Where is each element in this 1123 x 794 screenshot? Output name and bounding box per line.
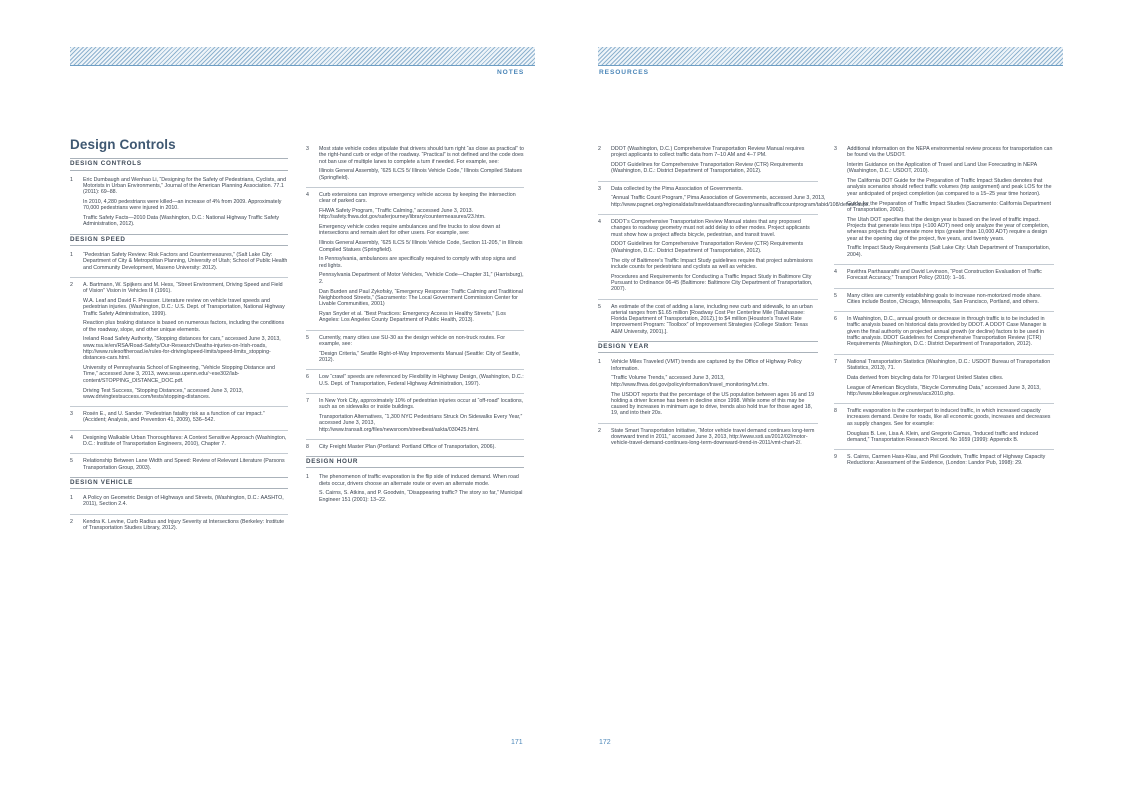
endnote bbox=[70, 277, 288, 400]
endnote-text: Reaction plus braking distance is based on numerous factors, including the conditions of the roadway, slope, and other unique elements. bbox=[83, 320, 285, 333]
endnote-text: League of American Bicyclists, “Bicycle Commuting Data,” accessed June 3, 2013, http://www.bikeleague.org/news/acs2010.php. bbox=[847, 384, 1041, 397]
endnote-text: State Smart Transportation Initiative, “Motor vehicle travel demand continues long-term downward trend in 2011,” accessed June 3, 2013, http://www.ssti.us/2012/02/motor-vehicle-travel-demand-continues-long-term-downward-trend-in-2011/vmt-chart-2/. bbox=[611, 427, 815, 447]
endnote-number: 1 bbox=[598, 359, 601, 366]
right-page-number: 172 bbox=[599, 739, 611, 746]
left-header-band bbox=[70, 47, 535, 66]
endnote-text: Guide for the Preparation of Traffic Impact Studies (Sacramento: California Department of Transportation, 2002). bbox=[847, 200, 1051, 213]
section-heading: DESIGN YEAR bbox=[598, 341, 818, 353]
endnote-text: Kendra K. Levine, Curb Radius and Injury Severity at Intersections (Berkeley: Institute of Transportation Studies Library, 2012). bbox=[83, 518, 285, 532]
endnote-number: 4 bbox=[598, 219, 601, 226]
endnote-number: 6 bbox=[306, 374, 309, 381]
endnote-number: 1 bbox=[306, 474, 309, 481]
endnote bbox=[598, 359, 818, 416]
endnote-text: The city of Baltimore’s Traffic Impact Study guidelines require that project submissions include counts for pedestrians and cyclists as well as vehicles. bbox=[611, 257, 813, 270]
endnote-number: 8 bbox=[306, 443, 309, 450]
endnote bbox=[70, 406, 288, 424]
endnote-text: DDOT Guidelines for Comprehensive Transportation Review (CTR) Requirements (Washington, D.C.: District Department of Transportation, 2012). bbox=[611, 162, 804, 175]
endnote-number: 2 bbox=[70, 281, 73, 288]
endnote-text: Most state vehicle codes stipulate that drivers should turn right “as close as practical” to the right-hand curb or edge of the roadway. “Practical” is not defined and the code does not ban use of multiple lanes to complete a turn if needed. For example, see: bbox=[319, 146, 524, 165]
section-heading: DESIGN VEHICLE bbox=[70, 477, 288, 489]
endnote-text: “Pedestrian Safety Review: Risk Factors and Countermeasures,” (Salt Lake City: Department of City & Metropolitan Planning, University of Utah; School of Public Health and Community Development, Maseno University: 2012). bbox=[83, 251, 288, 271]
endnote bbox=[70, 495, 288, 508]
section-heading: DESIGN CONTROLS bbox=[70, 158, 288, 170]
endnote-text: Transportation Alternatives, “1,300 NYC Pedestrians Struck On Sidewalks Every Year,” accessed June 3, 2013, http://www.transalt.org/files/newsroom/streetbeat/askta/030425.html. bbox=[319, 413, 523, 433]
endnote-text: City Freight Master Plan (Portland: Portland Office of Transportation, 2006). bbox=[319, 443, 496, 450]
endnote-text: Designing Walkable Urban Thoroughfares: A Context Sensitive Approach (Washington, D.C.: Institute of Transportation Engineers, 2010), Chapter 7. bbox=[83, 434, 287, 447]
endnote-number: 3 bbox=[598, 185, 601, 192]
endnote-text: In 2010, 4,280 pedestrians were killed—an increase of 4% from 2009. Approximately 70,000 pedestrians were injured in 2010. bbox=[83, 198, 282, 212]
endnote-text: Driving Test Success, “Stopping Distances,” accessed June 3, 2013, www.drivingtestsuccess.com/tests/stopping-distances. bbox=[83, 387, 244, 400]
endnote bbox=[306, 439, 524, 450]
endnote bbox=[70, 514, 288, 532]
endnote-text: W.A. Leaf and David F. Preusser. Literature review on vehicle travel speeds and pedestrian injuries. (Washington, D.C.: U.S. Dept. of Transportation, National Highway Traffic Safety Administration, 1999). bbox=[83, 297, 285, 317]
section-heading: DESIGN HOUR bbox=[306, 456, 524, 468]
section-heading: DESIGN SPEED bbox=[70, 234, 288, 246]
notes-column-4 bbox=[834, 146, 1054, 473]
endnote-number: 4 bbox=[306, 191, 309, 198]
endnote-text: In Washington, D.C., annual growth or decrease in through traffic is to be included in traffic analysis based on historical data provided by DDOT. A DDOT Case Manager is given the final authority on projected annual growth (or decline) factors to be used in traffic analysis. DDOT Guidelines for Comprehensive Transportation Review (CTR) Requirements (Washington, D.C.: District Department of Transportation, 2012). bbox=[847, 316, 1047, 348]
endnote-number: 6 bbox=[834, 316, 837, 323]
endnote-text: Eric Dumbaugh and Wenhao Li, “Designing for the Safety of Pedestrians, Cyclists, and Motorists in Urban Environments,” Journal of the American Planning Association. 77.1 (2011): 69–88. bbox=[83, 176, 287, 196]
endnote-number: 2 bbox=[598, 427, 601, 434]
notes-column-1 bbox=[70, 137, 288, 537]
endnote-number: 7 bbox=[306, 397, 309, 404]
endnote-text: Additional information on the NEPA environmental review process for transportation can be found via the USDOT. bbox=[847, 146, 1053, 159]
endnote bbox=[306, 187, 524, 324]
endnote-text: Currently, many cities use SU-30 as the design vehicle on non-truck routes. For example, see: bbox=[319, 334, 505, 347]
endnote-text: The Utah DOT specifies that the design year is based on the level of traffic impact. Projects that generate less trips (<100 ADT) need only analyze the year of completion, whereas projects that generate more trips (greater than 10,000 ADT) require a design year at the opening day of the project, five years, and twenty years. bbox=[847, 216, 1050, 242]
endnote-number: 4 bbox=[834, 268, 837, 275]
endnote-number: 1 bbox=[70, 495, 73, 502]
notes-column-2 bbox=[306, 146, 524, 509]
page-title: Design Controls bbox=[70, 137, 176, 152]
endnote-text: DDOT (Washington, D.C.) Comprehensive Transportation Review Manual requires project applicants to collect traffic data from 7–10 AM and 4–7 PM. bbox=[611, 146, 805, 159]
endnote bbox=[834, 354, 1054, 397]
endnote bbox=[834, 311, 1054, 347]
endnote-text: Curb extensions can improve emergency vehicle access by keeping the intersection clear of parked cars. bbox=[319, 191, 516, 205]
endnote-text: “Traffic Volume Trends,” accessed June 3, 2013, http://www.fhwa.dot.gov/policyinformation/travel_monitoring/tvt.cfm. bbox=[611, 375, 769, 388]
endnote-text: Many cities are currently establishing goals to increase non-motorized mode share. Cities include Boston, Chicago, Minneapolis, San Francisco, Portland, and others. bbox=[847, 292, 1042, 305]
endnote-text: Interim Guidance on the Application of Travel and Land Use Forecasting in NEPA (Washington, D.C.: USDOT, 2010). bbox=[847, 162, 1037, 175]
endnote-text: DDOT’s Comprehensive Transportation Review Manual states that any proposed changes to roadway geometry must not add delay to other modes. Project applicants must show how a project affects bicycle, pedestrian, and transit travel. bbox=[611, 219, 810, 238]
endnote-text: Douglass B. Lee, Lisa A. Klein, and Gregorio Camus, “Induced traffic and induced demand,” Transportation Research Record. No 1659 (1999): Appendix B. bbox=[847, 430, 1039, 443]
endnote-text: DDOT Guidelines for Comprehensive Transportation Review (CTR) Requirements (Washington, D.C.: District Department of Transportation, 2012). bbox=[611, 241, 804, 254]
endnote bbox=[306, 369, 524, 387]
endnote bbox=[306, 393, 524, 433]
endnote-number: 5 bbox=[306, 334, 309, 341]
endnote-text: Dan Burden and Paul Zykofsky, “Emergency Response: Traffic Calming and Traditional Neighborhood Streets,” (Sacramento: The Local Government Commission Center for Livable Communities, 2001) bbox=[319, 288, 523, 308]
endnote bbox=[834, 449, 1054, 467]
left-running-head: NOTES bbox=[497, 69, 525, 76]
endnote-text: Ryan Snyder et al. “Best Practices: Emergency Access in Healthy Streets,” (Los Angeles: Los Angeles County Department of Public Health, 2013). bbox=[319, 310, 506, 324]
endnote bbox=[598, 299, 818, 335]
endnote-text: “Design Criteria,” Seattle Right-of-Way Improvements Manual (Seattle: City of Seattle, 2012). bbox=[319, 350, 521, 363]
endnote-text: The phenomenon of traffic evaporation is the flip side of induced demand. When road diets occur, drivers choose an alternate route or even an alternate mode. bbox=[319, 474, 519, 487]
endnote-number: 7 bbox=[834, 358, 837, 365]
endnote bbox=[834, 146, 1054, 258]
endnote-text: Relationship Between Lane Width and Speed: Review of Relevant Literature (Parsons Transportation Group, 2003). bbox=[83, 458, 285, 471]
endnote-text: A Policy on Geometric Design of Highways and Streets, (Washington, D.C.: AASHTO, 2011), Section 2.4. bbox=[83, 495, 284, 508]
endnote-text: “Annual Traffic Count Program,” Pima Association of Governments, accessed June 3, 2013, http://www.pagnet.org/regionaldata/traveldataandforecasting/annualtrafficcountprogram/tabid/108/default.aspx. bbox=[611, 195, 871, 208]
endnote-number: 5 bbox=[598, 303, 601, 310]
endnote bbox=[306, 474, 524, 503]
endnote-text: The USDOT reports that the percentage of the US population between ages 16 and 19 holding a driver license has been in decline since 1998. While some of this may be caused by increases in minimum age to drive, trends also hold true for those aged 18, 19, and into their 20s. bbox=[611, 391, 815, 417]
endnote-text: The California DOT Guide for the Preparation of Traffic Impact Studies denotes that analysis scenarios should reflect traffic volumes (trip assignment) and peak LOS for the year anticipated of project completion (as compared to a 15–25 year time horizon). bbox=[847, 178, 1052, 197]
endnote-text: An estimate of the cost of adding a lane, including new curb and sidewalk, to an urban arterial ranges from $1.65 million [Roadway Cost Per Centerline Mile (Tallahassee: Florida Department of Transportation, 2012).] to $4 million [Houston’s Travel Rate Improvement Program: “Toolbox” of Improvement Strategies (College Station: Texas A&M University, 2001).]. bbox=[611, 303, 813, 335]
endnote bbox=[598, 181, 871, 208]
endnote bbox=[834, 288, 1054, 306]
endnote-number: 2 bbox=[598, 146, 601, 152]
right-running-head: RESOURCES bbox=[599, 69, 649, 76]
endnote-text: Illinois General Assembly, “625 ILCS 5/ Illinois Vehicle Code, Section 11-205,” in Illinois Compiled Statues (Springfield). bbox=[319, 240, 523, 253]
endnote-number: 9 bbox=[834, 454, 837, 461]
endnote-number: 3 bbox=[70, 411, 73, 418]
endnote-text: In New York City, approximately 10% of pedestrian injuries occur at “off-road” locations, such as on sidewalks or inside buildings. bbox=[319, 397, 524, 411]
endnote-text: National Transportation Statistics (Washington, D.C.: USDOT Bureau of Transportation Statistics, 2013), 71. bbox=[847, 358, 1051, 371]
endnote-text: Low “crawl” speeds are referenced by Flexibility in Highway Design, (Washington, D.C.: U.S. Dept. of Transportation, Federal Highway Administration, 1997). bbox=[319, 374, 524, 387]
endnote bbox=[834, 403, 1054, 443]
endnote-number: 2 bbox=[70, 518, 73, 525]
endnote-number: 3 bbox=[306, 146, 309, 152]
endnote bbox=[70, 430, 288, 448]
endnote-text: Pennsylvania Department of Motor Vehicles, “Vehicle Code—Chapter 31,” (Harrisburg), 2. bbox=[319, 272, 524, 285]
endnote-number: 4 bbox=[70, 434, 73, 441]
endnote-text: In Pennsylvania, ambulances are specifically required to comply with stop signs and red lights. bbox=[319, 256, 516, 269]
endnote-text: S. Cairns, Carmen Hass-Klau, and Phil Goodwin, Traffic Impact of Highway Capacity Reductions: Assessment of the Evidence, (London: Landor Pub, 1998): 29. bbox=[847, 454, 1046, 467]
endnote-text: Procedures and Requirements for Conducting a Traffic Impact Study in Baltimore City Pursuant to Ordinance 06-45 (Baltimore: Baltimore City Department of Transportation, 2007). bbox=[611, 273, 813, 293]
endnote bbox=[70, 453, 288, 471]
left-page-number: 171 bbox=[511, 739, 523, 746]
endnote-number: 3 bbox=[834, 146, 837, 152]
endnote-text: Ireland Road Safety Authority, “Stopping distances for cars,” accessed June 3, 2013, www.rsa.ie/en/RSA/Road-Safety/Our-Research/Deaths-injuries-on-Irish-roads, http://www.rulesoftheroad.ie/rules-for-driving/speed-limits/speed-limits_stopping-distances-cars.html. bbox=[83, 336, 281, 362]
endnote-number: 8 bbox=[834, 408, 837, 415]
notes-column-3 bbox=[598, 146, 871, 453]
endnote-text: S. Cairns, S. Atkins, and P. Goodwin, “Disappearing traffic? The story so far,” Municipal Engineer 151 (2001): 13–22. bbox=[319, 490, 523, 503]
endnote-text: Traffic Safety Facts—2010 Data (Washington, D.C.: National Highway Traffic Safety Administration, 2012). bbox=[83, 215, 280, 228]
endnote bbox=[598, 146, 818, 175]
endnote-text: A. Bartmann, W. Spijkers and M. Hess, “Street Environment, Driving Speed and Field of Vision” Vision in Vehicles III (1991). bbox=[83, 281, 283, 295]
endnote bbox=[834, 264, 1054, 282]
endnote bbox=[598, 214, 818, 292]
endnote-text: Emergency vehicle codes require ambulances and fire trucks to slow down at intersections and remain alert for other users. For example, see: bbox=[319, 224, 501, 237]
endnote-number: 1 bbox=[70, 176, 73, 183]
endnote-text: Traffic Impact Study Requirements (Salt Lake City: Utah Department of Transportation, 2004). bbox=[847, 245, 1051, 258]
endnote bbox=[306, 330, 524, 364]
endnote-number: 5 bbox=[834, 292, 837, 299]
endnote-number: 1 bbox=[70, 251, 73, 258]
right-header-band bbox=[598, 47, 1063, 66]
endnote bbox=[70, 177, 288, 228]
endnote-text: University of Pennsylvania School of Engineering, “Vehicle Stopping Distance and Time,” accessed June 3, 2013, www.seas.upenn.edu/~ese302/lab-content/STOPPING_DISTANCE_DOC.pdf. bbox=[83, 365, 275, 384]
endnote bbox=[306, 146, 524, 181]
endnote bbox=[70, 252, 288, 271]
endnote-text: Data derived from bicycling data for 70 largest United States cities. bbox=[847, 374, 1004, 381]
endnote-text: Pavithra Parthasarathi and David Levinson, “Post Construction Evaluation of Traffic Forecast Accuracy,” Transport Policy (2010): 1–16. bbox=[847, 268, 1042, 282]
endnote-text: Traffic evaporation is the counterpart to induced traffic, in which increased capacity increases demand. Desire for roads, like all economic goods, increases and decreases as supply changes. See for example: bbox=[847, 408, 1051, 427]
endnote-text: Illinois General Assembly, “625 ILCS 5/ Illinois Vehicle Code,” Illinois Compiled Statues (Springfield). bbox=[319, 168, 523, 181]
endnote-number: 5 bbox=[70, 458, 73, 465]
endnote-text: Rosén E., and U. Sander. “Pedestrian fatality risk as a function of car impact.” (Accident; Analysis, and Prevention 41, 2009), 536–542. bbox=[83, 411, 265, 424]
endnote-text: FHWA Safety Program, “Traffic Calming,” accessed June 3, 2013. http://safety.fhwa.dot.gov/saferjourney/library/countermeasures/23.htm. bbox=[319, 208, 486, 221]
endnote-text: Vehicle Miles Traveled (VMT) trends are captured by the Office of Highway Policy Information. bbox=[611, 359, 802, 372]
endnote bbox=[598, 423, 818, 447]
endnote-text: Data collected by the Pima Association of Governments. bbox=[611, 185, 743, 192]
